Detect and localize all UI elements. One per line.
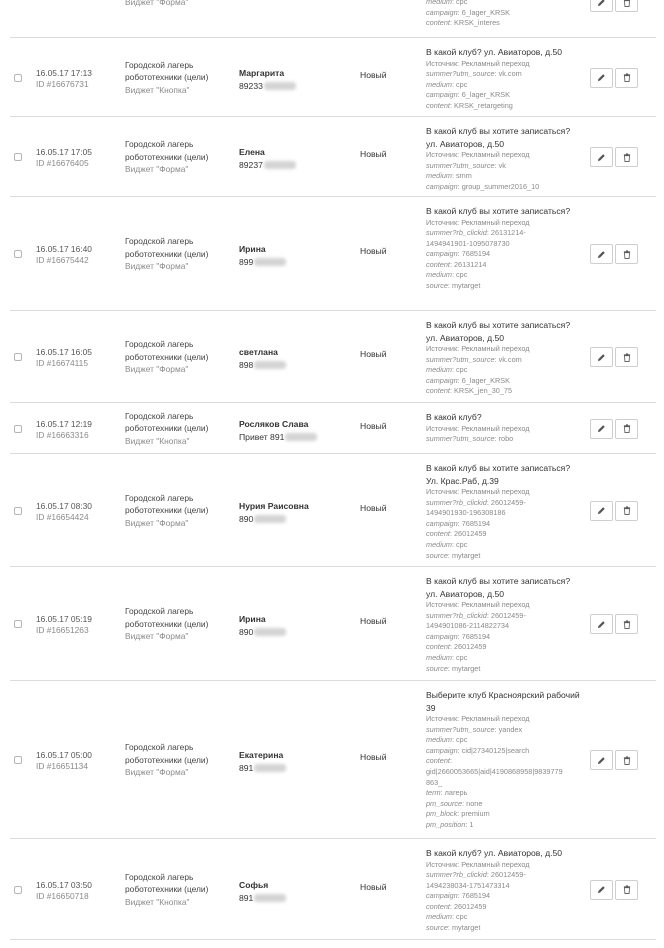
utm-line: campaign: 6_lager_KRSK [426,7,510,17]
utm-line: content: KRSK_interes [426,18,500,28]
row-checkbox[interactable] [14,620,22,628]
pencil-icon [597,153,606,162]
lead-widget: Виджет "Кнопка" [125,435,190,446]
trash-icon [623,353,631,362]
lead-name: Ирина [239,614,266,624]
row-actions [590,880,640,900]
utm-line: Источник: Рекламный переход [426,150,530,159]
lead-source [125,605,229,643]
lead-datetime [36,750,92,772]
utm-line: source: mytarget [426,663,481,673]
lead-datetime [36,501,92,523]
utm-lines [426,424,582,445]
lead-phone: 891 [239,892,357,905]
pencil-icon [597,756,606,765]
lead-status[interactable]: Новый [360,752,387,762]
utm-line: content: 26012459 [426,642,487,652]
table-row [10,839,656,940]
row-checkbox[interactable] [14,507,22,515]
utm-line: 863_ [426,777,443,787]
edit-button[interactable] [590,880,613,900]
table-row [10,567,656,681]
lead-phone: 899 [239,256,357,269]
utm-line: content: KRSK_jen_30_75 [426,386,513,396]
delete-button[interactable] [615,0,638,12]
blurred-phone [285,433,317,441]
delete-button[interactable] [615,68,638,88]
lead-name: Ирина [239,244,266,254]
row-actions [590,244,640,264]
utm-line: 1494901086-2114822734 [426,621,510,631]
trash-icon [623,73,631,82]
utm-line: Источник: Рекламный переход [426,714,530,723]
row-checkbox[interactable] [14,425,22,433]
utm-lines [426,714,582,831]
utm-line: medium: cpc [426,652,468,662]
lead-contact [239,879,357,905]
lead-date: 16.05.17 05:00 [36,750,92,760]
edit-button[interactable] [590,347,613,367]
lead-phone: 890 [239,513,357,526]
row-actions [590,147,640,167]
lead-program: Городской лагерь робототехники (цели) [125,236,209,259]
lead-phone: 890 [239,626,357,639]
pencil-icon [597,424,606,433]
row-checkbox[interactable] [14,74,22,82]
row-checkbox[interactable] [14,250,22,258]
lead-program: Городской лагерь робототехники (цели) [125,410,209,433]
pencil-icon [597,73,606,82]
edit-button[interactable] [590,68,613,88]
lead-phone: 89237 [239,159,357,172]
lead-comment [426,411,582,445]
lead-source [125,871,229,909]
lead-comment [426,462,582,561]
lead-status[interactable]: Новый [360,149,387,159]
lead-id: ID #16650718 [36,890,89,901]
utm-line: source: mytarget [426,281,481,291]
utm-line: campaign: 7685194 [426,891,491,901]
lead-program: Городской лагерь робототехники (цели) [125,339,209,362]
utm-line: Источник: Рекламный переход [426,600,530,609]
lead-source [125,0,188,9]
row-checkbox[interactable] [14,153,22,161]
lead-question: В какой клуб вы хотите записаться? ул. Авиаторов, д.50 [426,320,571,343]
table-row [10,454,656,567]
lead-phone: 89233 [239,80,357,93]
lead-source [125,741,229,779]
lead-widget: Виджет "Форма" [125,517,189,528]
lead-status[interactable]: Новый [360,69,387,80]
lead-datetime [36,880,92,902]
blurred-phone [254,361,286,369]
lead-comment [426,125,582,192]
row-actions [590,0,640,12]
lead-question: В какой клуб? [426,412,482,422]
lead-id: ID #16676731 [36,78,89,89]
utm-line: pm_source: none [426,798,483,808]
utm-lines [426,218,582,292]
lead-question: В какой клуб вы хотите записаться? [426,206,571,216]
utm-line: Источник: Рекламный переход [426,423,530,433]
delete-button[interactable] [615,750,638,770]
delete-button[interactable] [615,501,638,521]
trash-icon [623,756,631,765]
utm-line: campaign: 7685194 [426,518,491,528]
pencil-icon [597,0,606,7]
lead-question: В какой клуб? ул. Авиаторов, д.50 [426,848,563,858]
utm-line: medium: cpc [426,912,468,922]
utm-line: summer?utm_source: vk.com [426,354,522,364]
lead-contact [239,749,357,775]
row-checkbox[interactable] [14,886,22,894]
utm-line: campaign: 6_lager_KRSK [426,375,510,385]
lead-widget: Виджет "Форма" [125,364,189,374]
lead-name: Софья [239,879,269,890]
pencil-icon [597,885,606,894]
lead-question: Выберите клуб Красноярский рабочий 39 [426,690,580,713]
delete-button[interactable] [615,880,638,900]
utm-line: pm_block: premium [426,809,490,819]
lead-name: Екатерина [239,750,284,760]
utm-line: campaign: cid|27340125|search [426,745,530,755]
trash-icon [623,885,631,894]
utm-line: gid|2660053665|aid|4190868958|9839779 [426,766,563,776]
utm-lines [426,0,582,29]
utm-line: medium: cpc [426,365,468,375]
lead-source [125,138,229,176]
lead-status[interactable]: Новый [360,349,387,359]
pencil-icon [597,353,606,362]
utm-line: 1494941901-1095078730 [426,238,510,248]
utm-line: medium: cpc [426,79,468,89]
lead-source [125,492,229,530]
lead-phone: 898 [239,359,357,372]
lead-datetime [36,419,92,441]
row-actions [590,614,640,634]
lead-date: 16.05.17 17:05 [36,147,92,157]
lead-contact [239,67,357,93]
lead-contact [239,500,357,526]
table-row [10,403,656,454]
lead-question: В какой клуб вы хотите записаться? Ул. Крас.Раб, д.39 [426,463,571,486]
lead-program: Городской лагерь робототехники (цели) [125,871,209,894]
lead-phone: Привет 891 [239,431,357,444]
edit-button[interactable] [590,614,613,634]
utm-line: content: [426,756,452,766]
pencil-icon [597,620,606,629]
utm-line: Источник: Рекламный переход [426,344,530,353]
utm-line: content: 26012459 [426,529,487,539]
utm-line: source: mytarget [426,923,481,933]
lead-widget: Виджет "Форма" [125,164,189,174]
lead-program: Городской лагерь робототехники (цели) [125,59,209,82]
lead-contact [239,146,357,172]
delete-button[interactable] [615,147,638,167]
lead-source [125,59,229,97]
utm-lines [426,344,582,397]
lead-comment [426,847,582,934]
lead-id: ID #16654424 [36,511,89,522]
lead-comment [426,205,582,292]
utm-line: campaign: 6_lager_KRSK [426,90,510,100]
lead-date: 16.05.17 16:40 [36,244,92,254]
lead-datetime [36,347,92,369]
blurred-phone [254,515,286,523]
edit-button[interactable] [590,750,613,770]
lead-comment [426,689,582,831]
edit-button[interactable] [590,501,613,521]
lead-widget: Виджет "Форма" [125,0,189,7]
lead-question: В какой клуб вы хотите записаться? ул. Авиаторов, д.50 [426,576,571,599]
lead-comment [426,319,582,397]
lead-date: 16.05.17 08:30 [36,500,92,511]
edit-button[interactable] [590,147,613,167]
lead-contact [239,346,357,372]
edit-button[interactable] [590,244,613,264]
utm-line: summer?rb_clickid: 26012459- [426,610,526,620]
lead-status[interactable]: Новый [360,616,387,626]
blurred-phone [254,258,286,266]
table-row [10,197,656,311]
utm-line: summer?utm_source: yandex [426,724,523,734]
blurred-phone [264,161,296,169]
lead-source [125,338,229,376]
lead-datetime [36,68,92,90]
lead-question: В какой клуб вы хотите записаться? ул. Авиаторов, д.50 [426,126,571,149]
trash-icon [623,153,631,162]
row-actions [590,750,640,770]
lead-name: Елена [239,147,265,157]
edit-button[interactable] [590,0,613,12]
blurred-phone [254,894,286,902]
lead-program: Городской лагерь робототехники (цели) [125,606,209,629]
table-row [10,0,656,38]
lead-comment [426,0,582,29]
utm-line: campaign: group_summer2016_10 [426,181,540,191]
utm-lines [426,59,582,112]
row-actions [590,419,640,439]
blurred-phone [254,764,286,772]
lead-contact [239,418,357,444]
table-row [10,311,656,403]
blurred-phone [264,82,296,90]
table-row [10,38,656,117]
pencil-icon [597,250,606,259]
lead-status[interactable]: Новый [360,502,387,513]
utm-line: Источник: Рекламный переход [426,217,530,227]
lead-date: 16.05.17 03:50 [36,879,92,890]
lead-status[interactable]: Новый [360,246,387,256]
utm-line: medium: cpc [426,270,468,280]
trash-icon [623,250,631,259]
delete-button[interactable] [615,244,638,264]
utm-line: medium: cpc [426,539,468,549]
utm-lines [426,860,582,934]
lead-id: ID #16663316 [36,429,89,440]
lead-date: 16.05.17 17:13 [36,67,92,78]
utm-line: medium: cpc [426,0,468,6]
lead-comment [426,575,582,674]
utm-line: summer?utm_source: robo [426,434,514,444]
table-row [10,117,656,197]
row-actions [590,68,640,88]
delete-button[interactable] [615,419,638,439]
lead-program: Городской лагерь робототехники (цели) [125,139,209,162]
utm-line: summer?rb_clickid: 26012459- [426,870,526,880]
utm-line: 1494901930-196308186 [426,508,506,518]
lead-widget: Виджет "Форма" [125,631,189,641]
row-checkbox[interactable] [14,353,22,361]
edit-button[interactable] [590,419,613,439]
utm-line: content: KRSK_retargeting [426,100,513,110]
delete-button[interactable] [615,347,638,367]
utm-line: source: mytarget [426,550,481,560]
utm-line: Источник: Рекламный переход [426,58,530,68]
lead-contact [239,613,357,639]
lead-question: В какой клуб? ул. Авиаторов, д.50 [426,47,563,57]
lead-name: Маргарита [239,67,285,78]
utm-lines [426,487,582,561]
lead-program: Городской лагерь робототехники (цели) [125,492,209,515]
row-actions [590,347,640,367]
lead-id: ID #16676405 [36,158,89,168]
utm-line: campaign: 7685194 [426,631,491,641]
lead-widget: Виджет "Форма" [125,261,189,271]
table-row [10,681,656,839]
trash-icon [623,506,631,515]
lead-widget: Виджет "Кнопка" [125,896,190,907]
trash-icon [623,0,631,7]
lead-name: Нурия Раисовна [239,500,309,511]
pencil-icon [597,506,606,515]
lead-date: 16.05.17 16:05 [36,347,92,357]
lead-id: ID #16675442 [36,255,89,265]
lead-datetime [36,614,92,636]
lead-name: светлана [239,347,278,357]
row-actions [590,501,640,521]
utm-lines [426,150,582,192]
lead-program: Городской лагерь робототехники (цели) [125,742,209,765]
trash-icon [623,424,631,433]
utm-line: pm_position: 1 [426,819,474,829]
lead-contact [239,243,357,269]
utm-line: Источник: Рекламный переход [426,487,530,496]
utm-line: campaign: 7685194 [426,249,491,259]
lead-widget: Виджет "Форма" [125,767,189,777]
utm-line: Источник: Рекламный переход [426,859,530,869]
lead-status[interactable]: Новый [360,881,387,892]
lead-name: Росляков Слава [239,418,309,429]
utm-line: summer?utm_source: vk.com [426,69,522,79]
delete-button[interactable] [615,614,638,634]
utm-line: medium: smm [426,171,472,181]
lead-id: ID #16651134 [36,761,88,771]
lead-id: ID #16674115 [36,358,88,368]
utm-lines [426,600,582,674]
utm-line: 1494238034-1751473314 [426,880,510,890]
lead-id: ID #16651263 [36,625,89,635]
lead-datetime [36,244,92,266]
trash-icon [623,620,631,629]
lead-source [125,410,229,448]
row-checkbox[interactable] [14,756,22,764]
utm-line: content: 26131214 [426,259,487,269]
utm-line: medium: cpc [426,735,468,745]
utm-line: term: лагерь [426,788,468,798]
utm-line: content: 26012459 [426,901,487,911]
lead-date: 16.05.17 05:19 [36,614,92,624]
lead-source [125,235,229,273]
lead-date: 16.05.17 12:19 [36,418,92,429]
blurred-phone [254,628,286,636]
utm-line: summer?utm_source: vk [426,160,506,170]
lead-phone: 891 [239,762,357,775]
lead-datetime [36,147,92,169]
lead-comment [426,46,582,111]
lead-widget: Виджет "Кнопка" [125,84,190,95]
lead-status[interactable]: Новый [360,420,387,431]
utm-line: summer?rb_clickid: 26012459- [426,497,526,507]
utm-line: summer?rb_clickid: 26131214- [426,228,526,238]
